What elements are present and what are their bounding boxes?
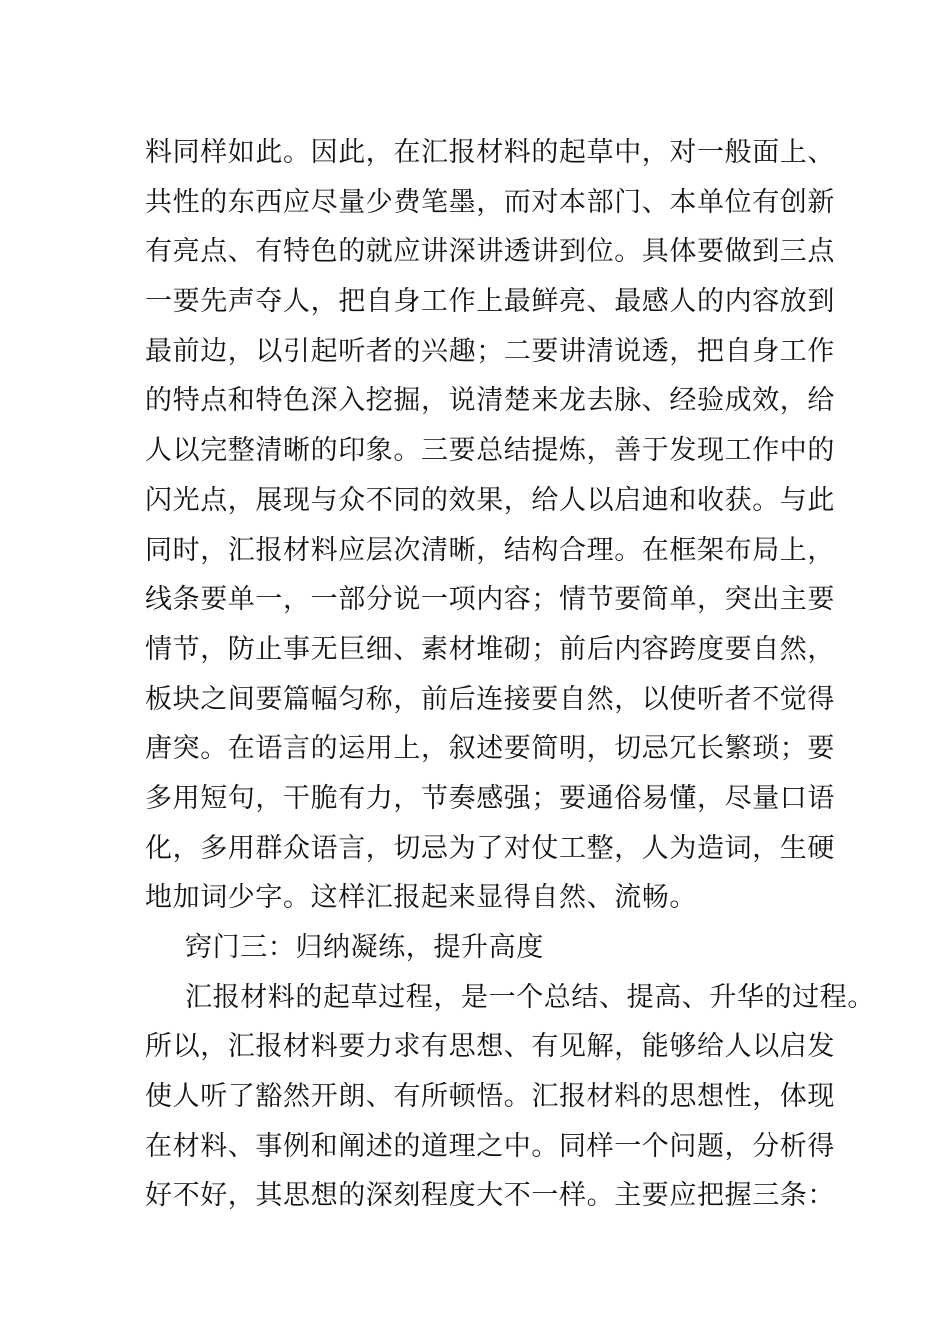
- text-line: 人以完整清晰的印象。三要总结提炼，善于发现工作中的: [145, 435, 835, 467]
- text-line: 料同样如此。因此，在汇报材料的起草中，对一般面上、: [145, 137, 835, 168]
- text-line: 地加词少字。这样汇报起来显得自然、流畅。: [145, 882, 697, 914]
- text-line: 多用短句，干脆有力，节奏感强；要通俗易懂，尽量口语: [145, 782, 835, 814]
- text-line: 一要先声夺人，把自身工作上最鲜亮、最感人的内容放到: [145, 286, 835, 318]
- text-line: 同时，汇报材料应层次清晰，结构合理。在框架布局上，: [145, 534, 835, 566]
- text-line: 唐突。在语言的运用上，叙述要简明，切忌冗长繁琐；要: [145, 733, 835, 765]
- text-line: 化，多用群众语言，切忌为了对仗工整，人为造词，生硬: [145, 832, 835, 864]
- text-line: 使人听了豁然开朗、有所顿悟。汇报材料的思想性，体现: [145, 1081, 835, 1113]
- text-line: 所以，汇报材料要力求有思想、有见解，能够给人以启发: [145, 1031, 835, 1063]
- document-body: [145, 128, 875, 1221]
- text-line: 情节，防止事无巨细、素材堆砌；前后内容跨度要自然，: [145, 633, 835, 665]
- text-line: 好不好，其思想的深刻程度大不一样。主要应把握三条：: [145, 1180, 835, 1212]
- text-line: 汇报材料的起草过程，是一个总结、提高、升华的过程。: [185, 981, 875, 1013]
- section-heading: 窍门三：归纳凝练，提升高度: [185, 932, 544, 963]
- text-line: 共性的东西应尽量少费笔墨，而对本部门、本单位有创新: [145, 186, 835, 218]
- text-line: 有亮点、有特色的就应讲深讲透讲到位。具体要做到三点: [145, 236, 835, 268]
- text-line: 闪光点，展现与众不同的效果，给人以启迪和收获。与此: [145, 484, 835, 516]
- text-line: 板块之间要篇幅匀称，前后连接要自然，以使听者不觉得: [145, 683, 835, 715]
- text-line: 线条要单一，一部分说一项内容；情节要简单，突出主要: [145, 584, 835, 616]
- text-line: 的特点和特色深入挖掘，说清楚来龙去脉、经验成效，给: [145, 385, 835, 417]
- text-line: 在材料、事例和阐述的道理之中。同样一个问题，分析得: [145, 1130, 835, 1162]
- text-line: 最前边，以引起听者的兴趣；二要讲清说透，把自身工作: [145, 335, 835, 367]
